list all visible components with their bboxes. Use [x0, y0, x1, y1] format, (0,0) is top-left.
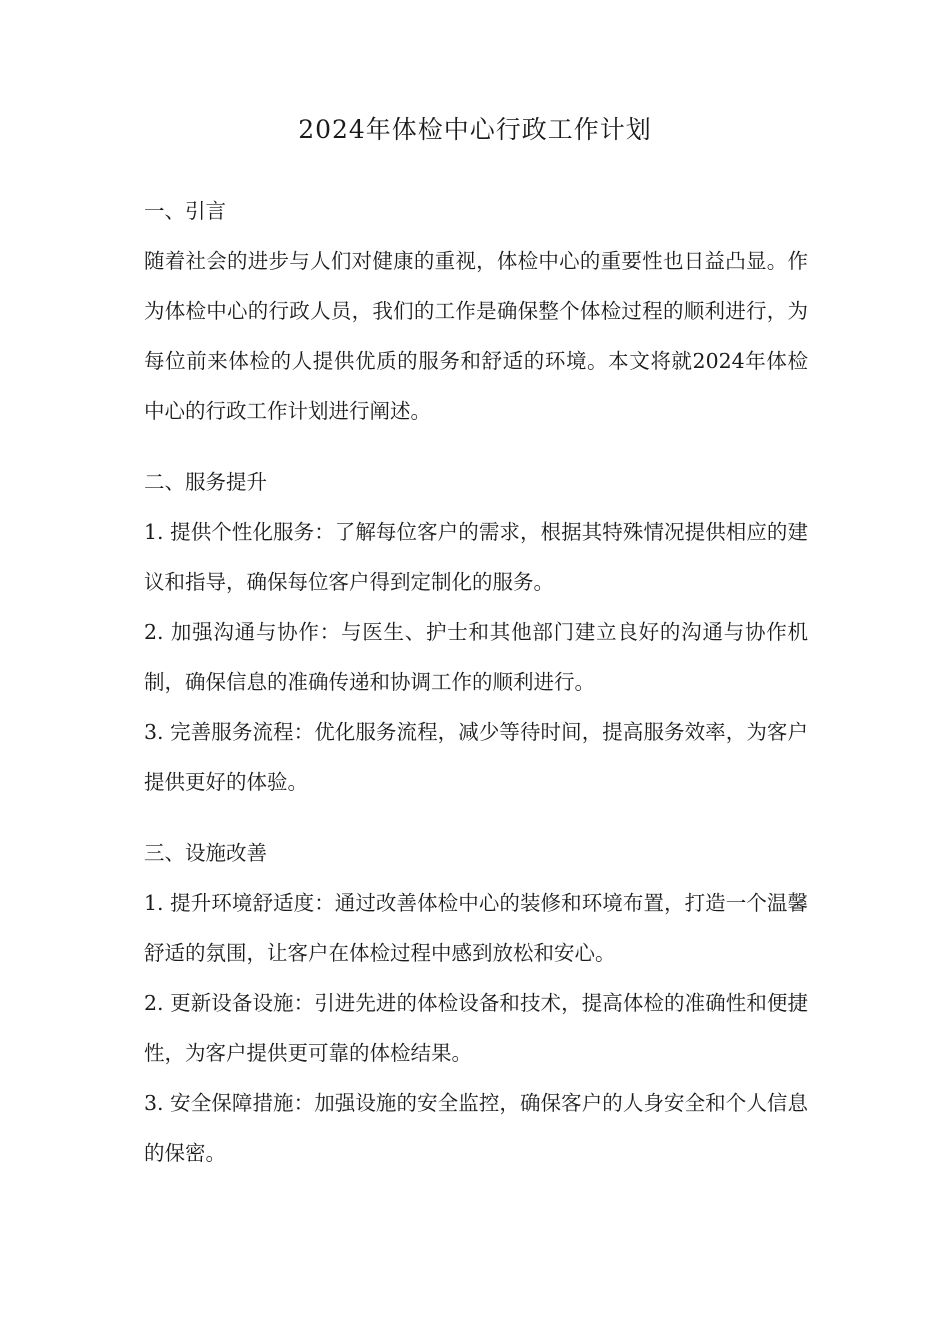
list-item: 2. 更新设备设施：引进先进的体检设备和技术，提高体检的准确性和便捷性，为客户提供更可靠的体检结果。 [144, 991, 808, 1065]
list-item: 3. 安全保障措施：加强设施的安全监控，确保客户的人身安全和个人信息的保密。 [144, 1091, 808, 1165]
section-service-improvement [144, 466, 808, 807]
list-item: 3. 完善服务流程：优化服务流程，减少等待时间，提高服务效率，为客户提供更好的体验。 [144, 720, 808, 794]
paragraph: 随着社会的进步与人们对健康的重视，体检中心的重要性也日益凸显。作为体检中心的行政人员，我们的工作是确保整个体检过程的顺利进行，为每位前来体检的人提供优质的服务和舒适的环境。本文将就2024年体检中心的行政工作计划进行阐述。 [144, 249, 808, 423]
list-item: 2. 加强沟通与协作：与医生、护士和其他部门建立良好的沟通与协作机制，确保信息的准确传递和协调工作的顺利进行。 [144, 620, 808, 694]
section-facility-improvement [144, 837, 808, 1178]
document-title: 2024年体检中心行政工作计划 [298, 115, 652, 144]
section-heading: 二、服务提升 [144, 470, 267, 494]
section-heading: 一、引言 [144, 199, 226, 223]
section-heading: 三、设施改善 [144, 841, 267, 865]
list-item: 1. 提升环境舒适度：通过改善体检中心的装修和环境布置，打造一个温馨舒适的氛围，让客户在体检过程中感到放松和安心。 [144, 891, 808, 965]
section-introduction [144, 195, 808, 436]
document-body [144, 195, 808, 1178]
list-item: 1. 提供个性化服务：了解每位客户的需求，根据其特殊情况提供相应的建议和指导，确保每位客户得到定制化的服务。 [144, 520, 808, 594]
